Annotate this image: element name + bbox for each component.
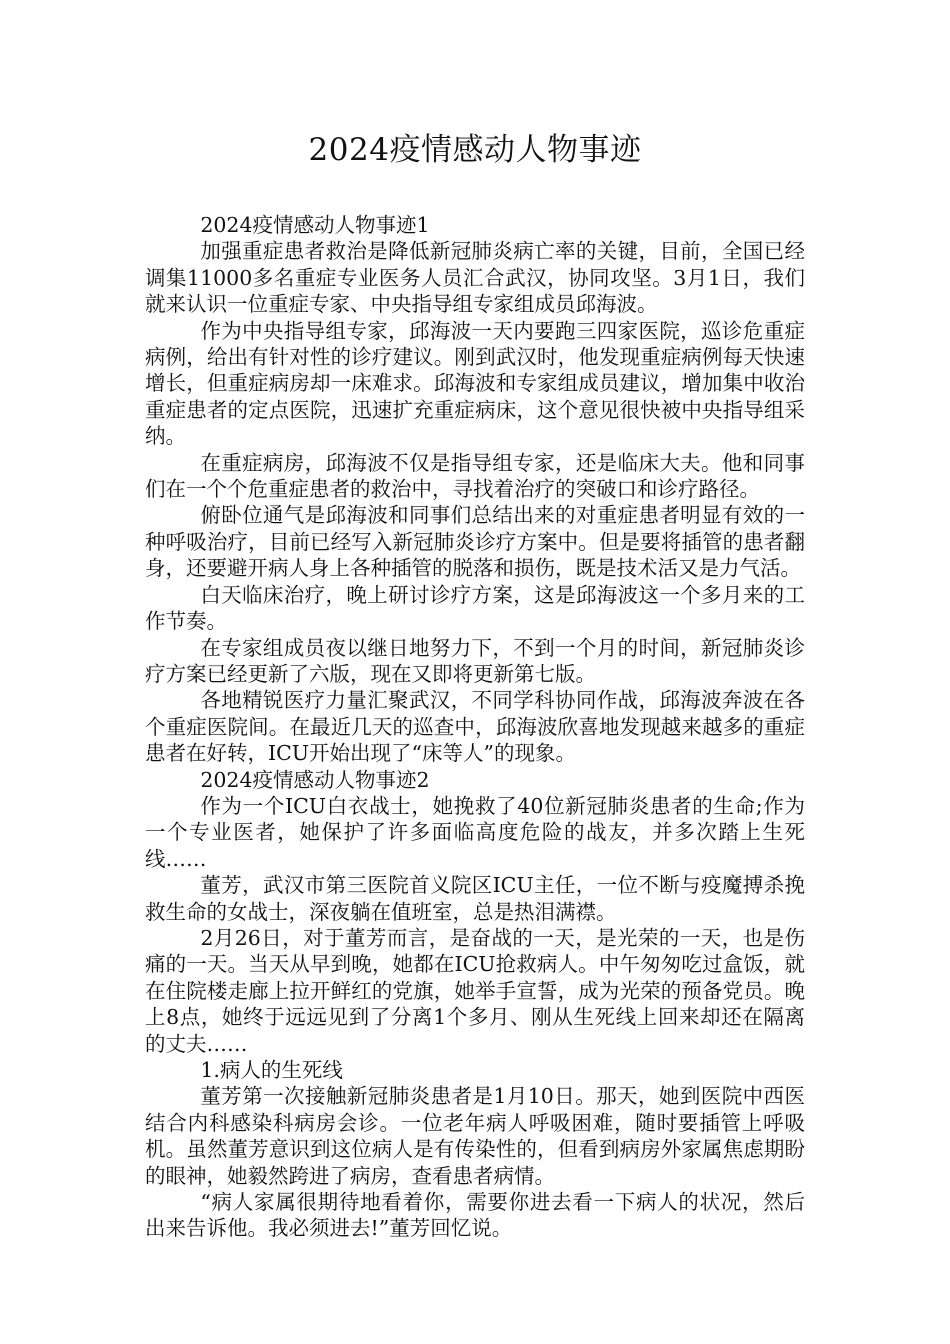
paragraph: 在重症病房，邱海波不仅是指导组专家，还是临床大夫。他和同事们在一个个危重症患者的救治中，寻找着治疗的突破口和诊疗路径。: [145, 450, 805, 502]
paragraph: 作为一个ICU白衣战士，她挽救了40位新冠肺炎患者的生命;作为一个专业医者，她保护了许多面临高度危险的战友，并多次踏上生死线……: [145, 793, 805, 871]
subsection-heading: 1.病人的生死线: [200, 1058, 343, 1082]
paragraph: 在专家组成员夜以继日地努力下，不到一个月的时间，新冠肺炎诊疗方案已经更新了六版，现在又即将更新第七版。: [145, 635, 805, 686]
section-heading-1: 2024疫情感动人物事迹1: [200, 213, 430, 237]
paragraph: 加强重症患者救治是降低新冠肺炎病亡率的关键，目前，全国已经调集11000多名重症专业医务人员汇合武汉，协同攻坚。3月1日，我们就来认识一位重症专家、中央指导组专家组成员邱海波。: [145, 239, 805, 317]
paragraph: “病人家属很期待地看着你，需要你进去看一下病人的状况，然后出来告诉他。我必须进去!”董芳回忆说。: [145, 1190, 805, 1241]
paragraph: 各地精锐医疗力量汇聚武汉，不同学科协同作战，邱海波奔波在各个重症医院间。在最近几天的巡查中，邱海波欣喜地发现越来越多的重症患者在好转，ICU开始出现了“床等人”的现象。: [145, 688, 805, 766]
document-page: [145, 128, 805, 1242]
section-heading-2: 2024疫情感动人物事迹2: [200, 767, 430, 792]
paragraph: 作为中央指导组专家，邱海波一天内要跑三四家医院，巡诊危重症病例，给出有针对性的诊疗建议。刚到武汉时，他发现重症病例每天快速增长，但重症病房却一床难求。邱海波和专家组成员建议，增加集中收治重症患者的定点医院，迅速扩充重症病床，这个意见很快被中央指导组采纳。: [145, 318, 805, 449]
paragraph: 白天临床治疗，晚上研讨诊疗方案，这是邱海波这一个多月来的工作节奏。: [145, 582, 805, 634]
paragraph: 董芳，武汉市第三医院首义院区ICU主任，一位不断与疫魔搏杀挽救生命的女战士，深夜躺在值班室，总是热泪满襟。: [145, 873, 805, 924]
paragraph: 俯卧位通气是邱海波和同事们总结出来的对重症患者明显有效的一种呼吸治疗，目前已经写入新冠肺炎诊疗方案中。但是要将插管的患者翻身，还要避开病人身上各种插管的脱落和损伤，既是技术活又是力气活。: [145, 503, 805, 581]
paragraph: 董芳第一次接触新冠肺炎患者是1月10日。那天，她到医院中西医结合内科感染科病房会诊。一位老年病人呼吸困难，随时要插管上呼吸机。虽然董芳意识到这位病人是有传染性的，但看到病房外家属焦虑期盼的眼神，她毅然跨进了病房，查看患者病情。: [145, 1084, 805, 1188]
paragraph: 2月26日，对于董芳而言，是奋战的一天，是光荣的一天，也是伤痛的一天。当天从早到晚，她都在ICU抢救病人。中午匆匆吃过盒饭，就在住院楼走廊上拉开鲜红的党旗，她举手宣誓，成为光荣的预备党员。晚上8点，她终于远远见到了分离1个多月、刚从生死线上回来却还在隔离的丈夫……: [145, 925, 805, 1056]
document-title: 2024疫情感动人物事迹: [308, 132, 642, 168]
